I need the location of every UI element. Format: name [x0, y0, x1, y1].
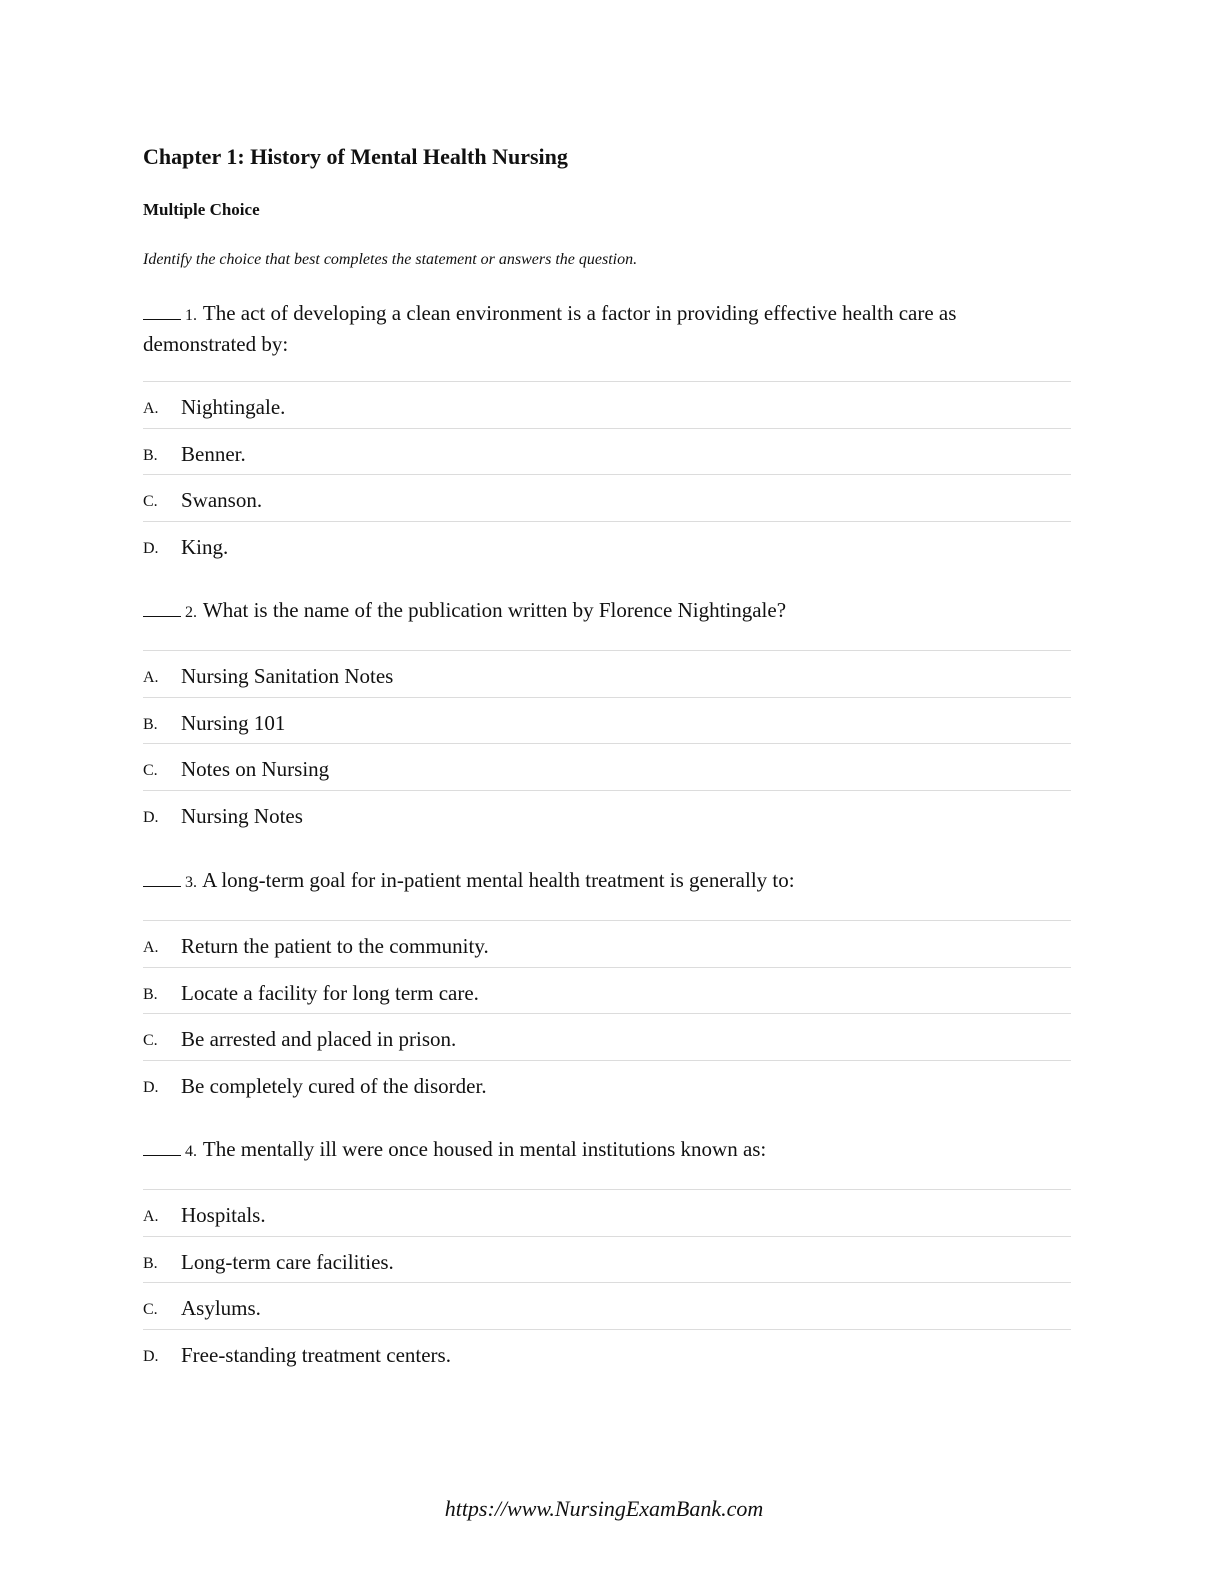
question-stem	[143, 299, 1071, 358]
choice-letter: A.	[143, 400, 159, 417]
answer-blank[interactable]	[143, 597, 181, 617]
choice-item[interactable]	[143, 522, 1071, 569]
choice-letter: B.	[143, 715, 158, 733]
choice-item[interactable]	[143, 1190, 1071, 1237]
question-1	[143, 299, 1071, 559]
choice-letter: D.	[143, 808, 159, 826]
choice-text: Free-standing treatment centers.	[181, 1342, 451, 1367]
choice-text: Nightingale.	[181, 395, 286, 419]
question-2	[143, 596, 1071, 828]
choice-text: Nursing Notes	[181, 803, 303, 828]
choice-item[interactable]	[143, 744, 1071, 791]
choice-text: Be completely cured of the disorder.	[181, 1073, 487, 1098]
choice-item[interactable]	[143, 698, 1071, 745]
choice-text: Be arrested and placed in prison.	[181, 1027, 457, 1051]
question-stem	[143, 596, 1071, 627]
choice-item[interactable]	[143, 1330, 1071, 1377]
question-text: The mentally ill were once housed in mental institutions known as:	[202, 1137, 767, 1161]
answer-blank[interactable]	[143, 300, 181, 320]
choice-item[interactable]	[143, 1283, 1071, 1330]
choice-letter: B.	[143, 446, 158, 464]
question-stem	[143, 1135, 1071, 1166]
choice-text: Nursing 101	[181, 710, 286, 735]
question-number: 4.	[185, 1143, 197, 1160]
choice-letter: A.	[143, 669, 159, 686]
question-number: 2.	[185, 604, 197, 621]
question-text: The act of developing a clean environment is a factor in providing effective health care as demonstrated by:	[143, 301, 957, 356]
choice-item[interactable]	[143, 1237, 1071, 1284]
choice-letter: C.	[143, 493, 158, 510]
choice-letter: C.	[143, 1301, 158, 1318]
choice-text: Hospitals.	[181, 1203, 266, 1227]
answer-blank[interactable]	[143, 867, 181, 887]
choice-letter: B.	[143, 1254, 158, 1272]
choice-text: Return the patient to the community.	[181, 934, 489, 958]
choice-item[interactable]	[143, 382, 1071, 429]
choice-list	[143, 1189, 1071, 1376]
choice-letter: B.	[143, 985, 158, 1003]
choice-item[interactable]	[143, 651, 1071, 698]
footer-url[interactable]: https://www.NursingExamBank.com	[444, 1496, 764, 1521]
choice-item[interactable]	[143, 1061, 1071, 1108]
choice-letter: D.	[143, 539, 159, 557]
choice-text: Long-term care facilities.	[181, 1249, 394, 1274]
choice-text: Asylums.	[181, 1296, 261, 1320]
choice-text: King.	[181, 534, 229, 559]
choice-text: Benner.	[181, 441, 246, 466]
choice-list	[143, 381, 1071, 568]
choice-item[interactable]	[143, 475, 1071, 522]
choice-letter: A.	[143, 939, 159, 956]
question-text: What is the name of the publication written by Florence Nightingale?	[202, 598, 787, 622]
question-number: 3.	[185, 874, 197, 891]
choice-letter: A.	[143, 1208, 159, 1225]
choice-list	[143, 650, 1071, 837]
question-3	[143, 866, 1071, 1098]
choice-text: Notes on Nursing	[181, 757, 330, 781]
chapter-title: Chapter 1: History of Mental Health Nursing	[143, 144, 568, 169]
choice-letter: D.	[143, 1078, 159, 1096]
choice-text: Locate a facility for long term care.	[181, 980, 479, 1005]
choice-letter: C.	[143, 1032, 158, 1049]
answer-blank[interactable]	[143, 1136, 181, 1156]
choice-item[interactable]	[143, 791, 1071, 838]
section-title: Multiple Choice	[143, 200, 260, 219]
choice-text: Nursing Sanitation Notes	[181, 664, 394, 688]
choice-item[interactable]	[143, 1014, 1071, 1061]
question-stem	[143, 866, 1071, 897]
question-4	[143, 1135, 1071, 1367]
question-text: A long-term goal for in-patient mental health treatment is generally to:	[202, 868, 795, 892]
question-number: 1.	[185, 307, 197, 324]
instructions: Identify the choice that best completes the statement or answers the question.	[143, 251, 638, 268]
choice-item[interactable]	[143, 968, 1071, 1015]
choice-item[interactable]	[143, 921, 1071, 968]
choice-item[interactable]	[143, 429, 1071, 476]
choice-list	[143, 920, 1071, 1107]
choice-letter: C.	[143, 762, 158, 779]
choice-text: Swanson.	[181, 488, 263, 512]
choice-letter: D.	[143, 1347, 159, 1365]
